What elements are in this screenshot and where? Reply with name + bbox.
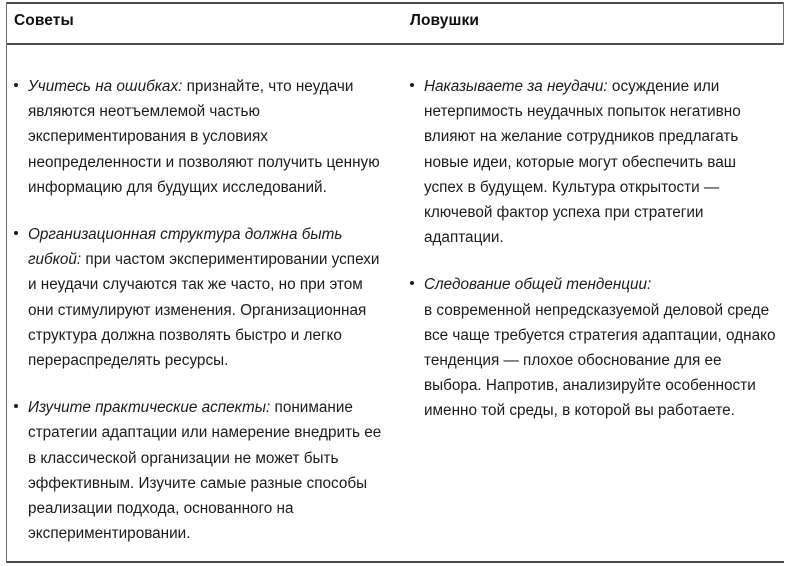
bullet-point-icon: [14, 83, 18, 87]
pitfalls-bullet-list: [410, 74, 778, 424]
bullet-lead-in: Наказываете за неудачи:: [424, 78, 608, 95]
bullet-lead-in: Изучите практические аспекты:: [28, 399, 271, 417]
column-tips: [14, 45, 386, 546]
table-bottom-border: [6, 561, 784, 563]
column-pitfalls: [410, 45, 778, 424]
bullet-item: [14, 222, 386, 373]
column-header-pitfalls: Ловушки: [410, 12, 480, 29]
bullet-lead-in: Учитесь на ошибках:: [28, 78, 183, 95]
bullet-body-text: при частом экспериментировании успехи и неудачи случаются так же часто, но при этом они стимулируют изменения. Организационная структура должна позволять быстро и легко перераспределять ресурсы.: [28, 251, 380, 370]
table-header-row: [0, 4, 790, 43]
bullet-body-text: в современной непредсказуемой деловой среде все чаще требуется стратегия адаптации, однако тенденция — плохое обоснование для ее выбора. Напротив, анализируйте особенности именно той среды, в которой вы работаете.: [424, 301, 776, 420]
bullet-item: [410, 272, 778, 423]
bullet-point-icon: [14, 404, 18, 408]
tips-bullet-list: [14, 74, 386, 546]
bullet-body-text: осуждение или нетерпимость неудачных попыток негативно влияют на желание сотрудников предлагать новые идеи, которые могут обеспечить ваш успех в будущем. Культура открытости — ключевой фактор успеха при стратегии адаптации.: [424, 78, 741, 247]
bullet-item: [14, 395, 386, 546]
bullet-body-text: признайте, что неудачи являются неотъемлемой частью экспериментирования в условиях неопределенности и позволяют получить ценную информацию для будущих исследований.: [28, 78, 380, 196]
bullet-lead-in: Организационная структура должна быть гибкой:: [28, 226, 343, 269]
bullet-item: [410, 74, 778, 250]
column-header-tips: Советы: [14, 12, 74, 29]
bullet-point-icon: [410, 281, 414, 285]
bullet-body-text: понимание стратегии адаптации или намерение внедрить ее в классической организации не может быть эффективным. Изучите самые разные способы реализации подхода, основанного на экспериментировании.: [28, 399, 382, 543]
bullet-point-icon: [410, 83, 414, 87]
bullet-item: [14, 74, 386, 200]
bullet-point-icon: [14, 231, 18, 235]
table-body: [0, 45, 790, 561]
bullet-lead-in: Следование общей тенденции:: [424, 276, 652, 294]
